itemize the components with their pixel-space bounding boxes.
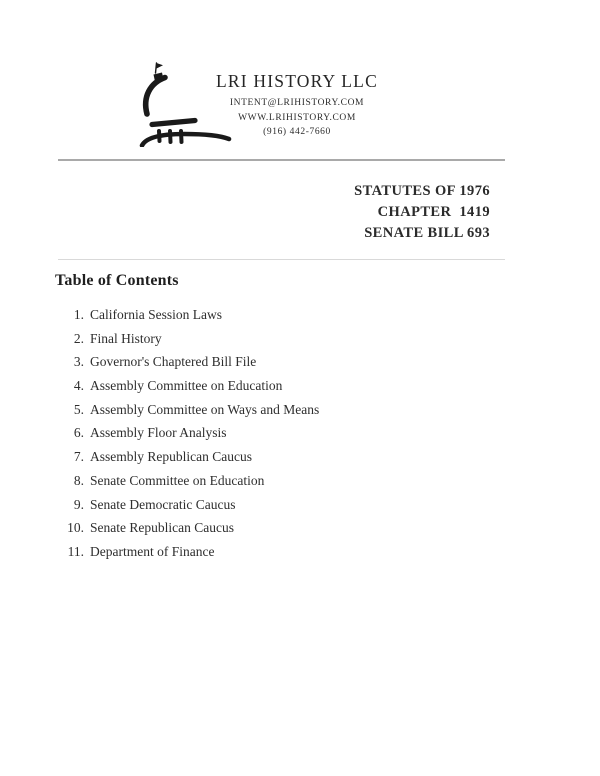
toc-item-number: 9. [73, 496, 84, 512]
toc-item [50, 374, 319, 398]
toc-item-number: 2. [73, 330, 84, 346]
toc-item-label: Assembly Republican Caucus [90, 449, 252, 465]
statute-reference-block [354, 181, 490, 244]
horizontal-divider-bottom [58, 259, 505, 260]
toc-item-label: Senate Republican Caucus [90, 520, 234, 536]
toc-item-label: Assembly Floor Analysis [90, 425, 227, 441]
toc-item [50, 398, 319, 422]
toc-item-number: 8. [73, 472, 84, 488]
toc-item-label: Department of Finance [90, 543, 215, 559]
toc-item-label: Senate Democratic Caucus [90, 496, 236, 512]
toc-list [50, 303, 319, 564]
senate-bill-line: SENATE BILL 693 [364, 225, 490, 241]
toc-item [50, 445, 319, 469]
toc-item-number: 10. [67, 520, 84, 536]
toc-item-number: 3. [73, 354, 84, 370]
toc-item [50, 350, 319, 374]
toc-item-label: Assembly Committee on Education [90, 378, 283, 394]
toc-item [50, 493, 319, 517]
contact-block [197, 96, 397, 140]
toc-item-number: 4. [73, 378, 84, 394]
toc-item-label: Final History [90, 330, 162, 346]
statutes-line: STATUTES OF 1976 [354, 183, 490, 199]
toc-item-number: 7. [73, 449, 84, 465]
horizontal-divider-top [58, 159, 505, 161]
toc-item [50, 421, 319, 445]
toc-item [50, 469, 319, 493]
contact-email: INTENT@LRIHISTORY.COM [229, 98, 365, 108]
toc-item-label: Governor's Chaptered Bill File [90, 354, 257, 370]
toc-title: Table of Contents [55, 272, 179, 289]
toc-item [50, 516, 319, 540]
chapter-line: CHAPTER 1419 [377, 204, 490, 220]
toc-item-number: 6. [73, 425, 84, 441]
company-name: LRI HISTORY LLC [216, 71, 378, 91]
toc-item-label: Assembly Committee on Ways and Means [90, 401, 320, 417]
toc-item-number: 11. [67, 543, 84, 559]
toc-item [50, 327, 319, 351]
toc-item [50, 303, 319, 327]
toc-item-label: Senate Committee on Education [90, 472, 265, 488]
toc-item-label: California Session Laws [90, 307, 222, 322]
toc-item-number: 1. [73, 307, 84, 322]
contact-phone: (916) 442-7660 [263, 127, 331, 138]
toc-item-number: 5. [73, 401, 84, 417]
toc-item [50, 540, 319, 564]
contact-website: WWW.LRIHISTORY.COM [238, 112, 356, 123]
